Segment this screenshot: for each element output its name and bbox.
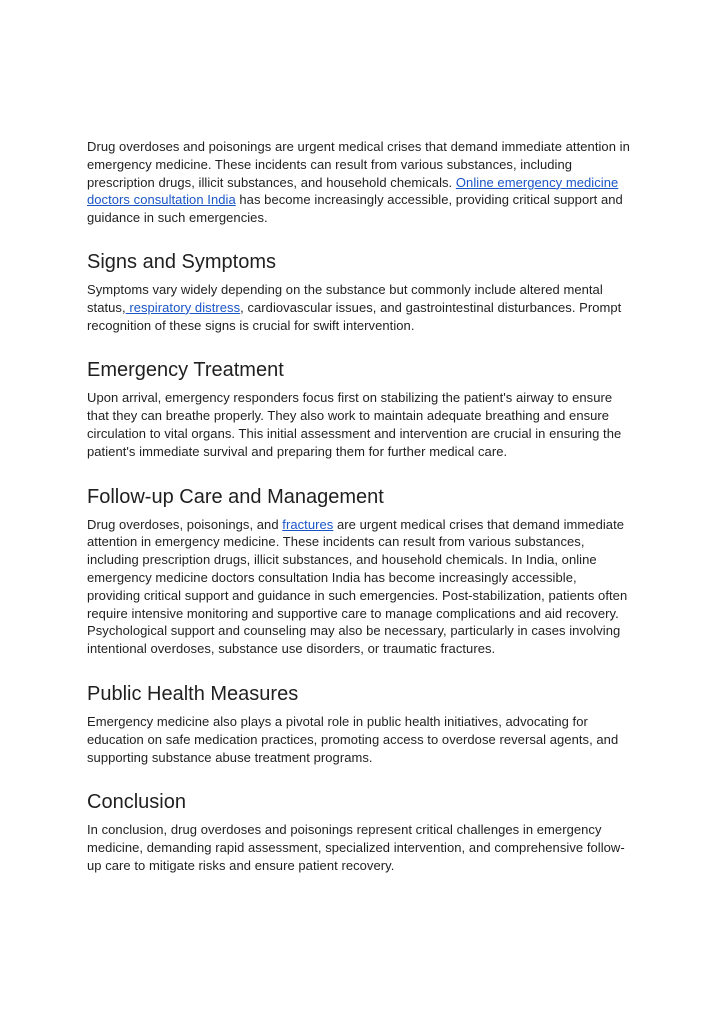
public-health-heading: Public Health Measures	[87, 682, 299, 705]
intro-text-after: has become increasingly accessible, providing critical support and guidance in such emergencies.	[87, 192, 623, 226]
followup-text-before: Drug overdoses, poisonings, and	[87, 516, 283, 532]
section-conclusion	[87, 790, 633, 874]
signs-text-before: Symptoms vary widely depending on the substance but commonly include altered mental status,	[87, 281, 603, 315]
respiratory-distress-link[interactable]: respiratory distress	[125, 299, 241, 315]
section-follow-up-care	[87, 485, 633, 658]
intro-paragraph	[87, 138, 633, 227]
conclusion-paragraph: In conclusion, drug overdoses and poisonings represent critical challenges in emergency medicine, demanding rapid assessment, specialized intervention, and comprehensive follow-up care to mitigate risks and ensure patient recovery.	[87, 822, 625, 873]
fractures-link[interactable]: fractures	[282, 516, 334, 532]
followup-heading: Follow-up Care and Management	[87, 485, 384, 508]
conclusion-heading: Conclusion	[87, 791, 186, 814]
followup-text-after: are urgent medical crises that demand immediate attention in emergency medicine. These incidents can result from various substances, including prescription drugs, illicit substances, and household chemicals. In India, online emergency medicine doctors consultation India has become increasingly accessible, providing critical support and guidance in such emergencies. Post-stabilization, patients often require intensive monitoring and supportive care to manage complications and aid recovery. Psychological support and counseling may also be necessary, particularly in cases involving intentional overdoses, substance use disorders, or traumatic fractures.	[87, 516, 628, 657]
treatment-paragraph: Upon arrival, emergency responders focus first on stabilizing the patient's airway to ensure that they can breathe properly. They also work to maintain adequate breathing and ensure circulation to vital organs. This initial assessment and intervention are crucial in ensuring the patient's immediate survival and preparing them for further medical care.	[87, 390, 622, 459]
intro-text-before: Drug overdoses and poisonings are urgent medical crises that demand immediate attention in emergency medicine. These incidents can result from various substances, including prescription drugs, illicit substances, and household chemicals.	[87, 139, 630, 190]
public-health-paragraph: Emergency medicine also plays a pivotal role in public health initiatives, advocating for education on safe medication practices, promoting access to overdose reversal agents, and supporting substance abuse treatment programs.	[87, 713, 619, 765]
treatment-heading: Emergency Treatment	[87, 359, 284, 382]
signs-heading: Signs and Symptoms	[87, 250, 276, 273]
signs-text-after: , cardiovascular issues, and gastrointestinal disturbances. Prompt recognition of these signs is crucial for swift intervention.	[87, 299, 622, 333]
section-signs-and-symptoms	[87, 250, 633, 334]
signs-paragraph	[87, 281, 633, 334]
section-emergency-treatment	[87, 358, 633, 460]
section-public-health	[87, 682, 633, 766]
online-consultation-link[interactable]: Online emergency medicine doctors consultation India	[87, 174, 619, 208]
followup-paragraph	[87, 516, 633, 658]
